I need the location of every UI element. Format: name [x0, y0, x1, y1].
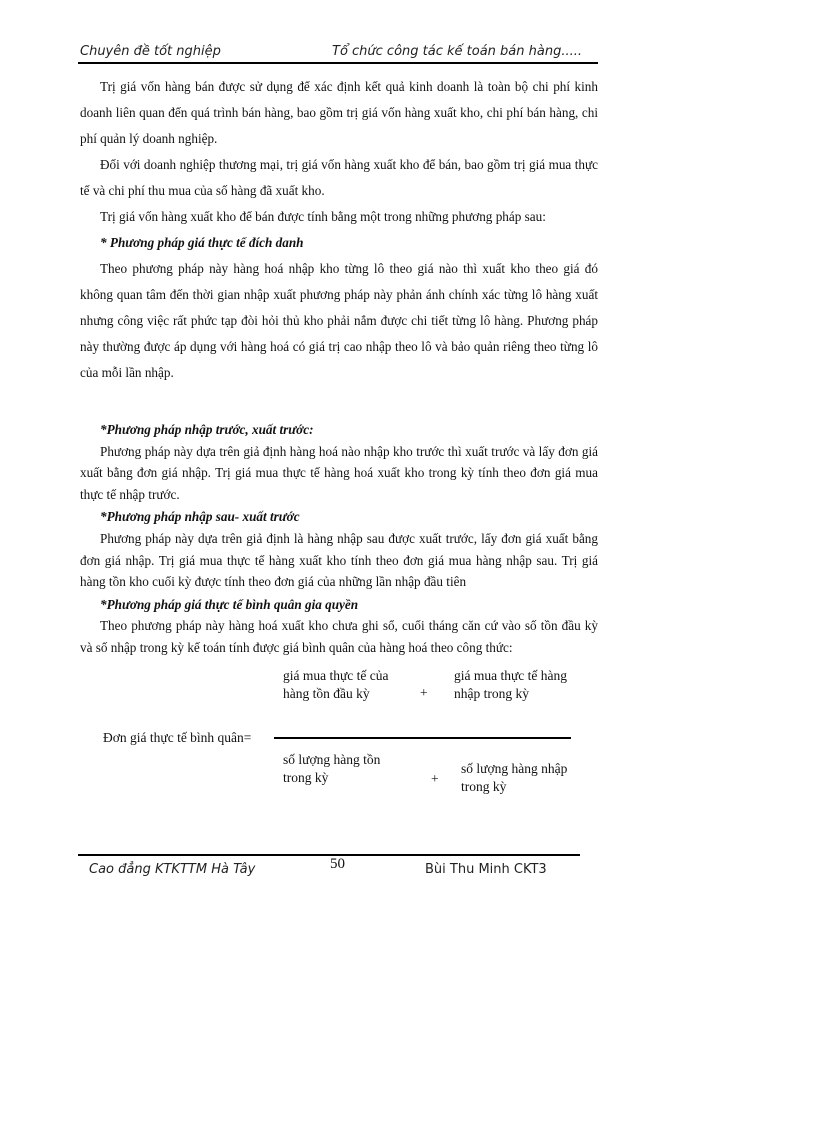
formula-fraction-bar	[274, 737, 571, 739]
paragraph-methods-intro: Trị giá vốn hàng xuất kho để bán được tính bằng một trong những phương pháp sau:	[100, 209, 546, 224]
formula-numerator-left: giá mua thực tế của hàng tồn đầu kỳ	[283, 668, 389, 701]
footer-school: Cao đẳng KTKTTM Hà Tây	[89, 862, 256, 877]
footer-divider	[78, 854, 580, 856]
footer-author: Bùi Thu Minh CKT3	[425, 862, 547, 877]
paragraph-trade-enterprise: Đối với doanh nghiệp thương mại, trị giá vốn hàng xuất kho để bán, bao gồm trị giá mua thực tế và chi phí thu mua của số hàng đã xuất kho.	[80, 157, 598, 198]
page-number: 50	[330, 856, 345, 872]
paragraph-fifo: Phương pháp này dựa trên giả định hàng hoá nào nhập kho trước thì xuất trước và lấy đơn giá xuất bằng đơn giá nhập. Trị giá mua thực tế hàng hoá xuất kho trong kỳ tính theo đơn giá mua thực tế nhập trước.	[80, 443, 598, 502]
formula-denominator-right: số lượng hàng nhập trong kỳ	[461, 761, 568, 794]
header-right-title: Tổ chức công tác kế toán bán hàng.....	[332, 44, 582, 59]
heading-weighted-average: *Phương pháp giá thực tế bình quân gia quyền	[100, 596, 359, 612]
heading-specific-identification: * Phương pháp giá thực tế đích danh	[100, 235, 304, 250]
header-left-title: Chuyên đề tốt nghiệp	[80, 44, 221, 59]
formula-numerator-right: giá mua thực tế hàng nhập trong kỳ	[454, 668, 568, 701]
header-divider	[78, 62, 598, 64]
heading-lifo: *Phương pháp nhập sau- xuất trước	[100, 509, 300, 525]
formula-plus-denominator: +	[431, 771, 439, 786]
heading-fifo: *Phương pháp nhập trước, xuất trước:	[100, 422, 314, 437]
section-2	[80, 418, 598, 659]
paragraph-specific-identification: Theo phương pháp này hàng hoá nhập kho từng lô theo giá nào thì xuất kho theo giá đó không quan tâm đến thời gian nhập xuất phương pháp này phản ánh chính xác từng lô hàng xuất nhưng công việc rất phức tạp đòi hỏi thủ kho phải nắm được chi tiết từng lô hàng. Phương pháp này thường được áp dụng với hàng hoá có giá trị cao nhập theo lô và bảo quản riêng theo từng lô của mỗi lần nhập.	[80, 261, 598, 380]
formula-label: Đơn giá thực tế bình quân=	[103, 730, 252, 745]
formula-plus-numerator: +	[420, 685, 428, 700]
formula-denominator-left: số lượng hàng tồn trong kỳ	[283, 752, 381, 785]
paragraph-cost-definition: Trị giá vốn hàng bán được sử dụng để xác định kết quả kinh doanh là toàn bộ chi phí kinh doanh liên quan đến quá trình bán hàng, bao gồm trị giá vốn hàng xuất kho, chi phí bán hàng, chi phí quản lý doanh nghiệp.	[80, 79, 598, 146]
section-1	[80, 74, 598, 386]
paragraph-weighted-average: Theo phương pháp này hàng hoá xuất kho chưa ghi sổ, cuối tháng căn cứ vào số tồn đầu kỳ và số nhập trong kỳ kế toán tính được giá bình quân của hàng hoá theo công thức:	[80, 618, 598, 655]
paragraph-lifo: Phương pháp này dựa trên giả định là hàng nhập sau được xuất trước, lấy đơn giá xuất bằng đơn giá nhập. Trị giá mua thực tế hàng xuất kho tính theo đơn giá mua hàng nhập sau. Trị giá hàng tồn kho cuối kỳ được tính theo đơn giá của những lần nhập đầu tiên	[80, 530, 598, 590]
